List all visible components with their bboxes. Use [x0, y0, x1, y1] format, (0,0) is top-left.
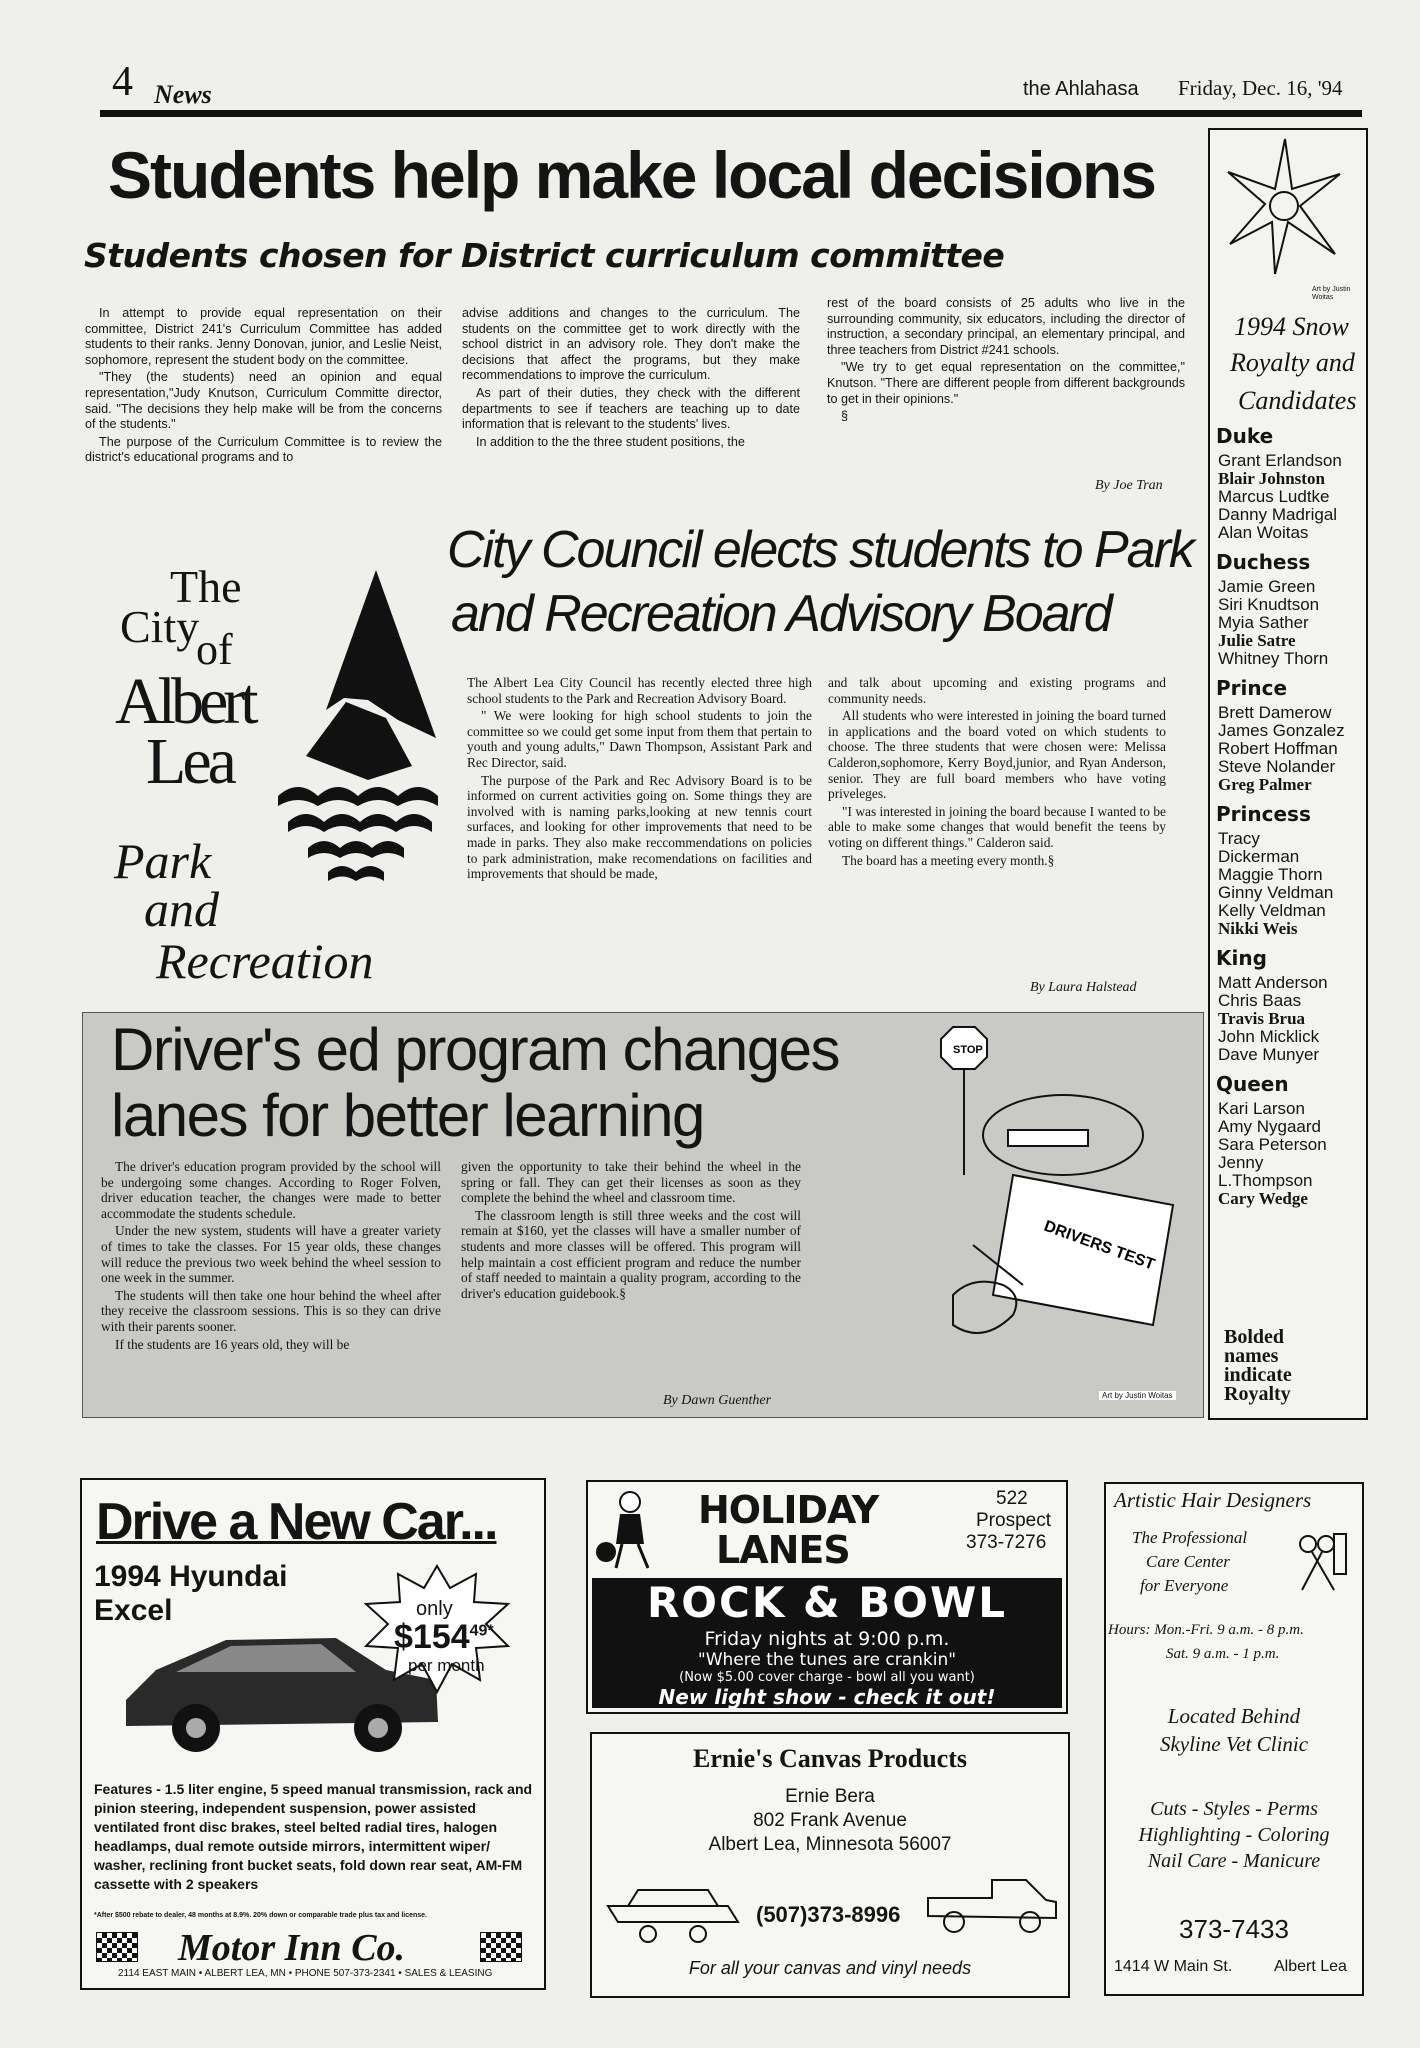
- paragraph: "We try to get equal representation on the committee," Knutson. "There are different people from different backgrounds to get in their opinions.": [827, 360, 1185, 406]
- car-fineprint: *After $500 rebate to dealer, 48 months at 8.9%. 20% down or comparable trade plus tax and license.: [94, 1912, 428, 1919]
- bowling-line4: New light show - check it out!: [658, 1685, 996, 1709]
- hair-city: Albert Lea: [1274, 1958, 1347, 1975]
- article2-headline-line1: City Council elects students to Park: [447, 521, 1193, 579]
- canvas-owner: Ernie Bera: [785, 1786, 875, 1807]
- header-rule: [100, 110, 1362, 117]
- car-dealer-name: Motor Inn Co.: [178, 1927, 406, 1969]
- candidate-name: L.Thompson: [1218, 1171, 1313, 1190]
- bowling-ad: [586, 1480, 1068, 1714]
- bowling-banner: [592, 1578, 1062, 1708]
- canvas-phone: (507)373-8996: [756, 1902, 901, 1927]
- candidate-name: Myia Sather: [1218, 613, 1309, 632]
- hair-ad: [1104, 1482, 1364, 1996]
- logo-albert: Albert: [115, 665, 254, 738]
- car-ad-headline: Drive a New Car...: [96, 1493, 497, 1551]
- candidate-name: Jenny: [1218, 1153, 1264, 1172]
- drivers-ed-box: [82, 1012, 1204, 1418]
- candidate-name: Marcus Ludtke: [1218, 487, 1330, 506]
- drivers-test-label: DRIVERS TEST: [1041, 1217, 1157, 1274]
- candidate-name: Alan Woitas: [1218, 523, 1309, 542]
- candidate-name: Kelly Veldman: [1218, 901, 1326, 920]
- sidebar-group-title: King: [1216, 946, 1267, 970]
- hair-services1: Cuts - Styles - Perms: [1150, 1798, 1318, 1820]
- bowling-line3: (Now $5.00 cover charge - bowl all you want): [679, 1670, 975, 1685]
- park-rec-logo: [100, 560, 460, 1000]
- paragraph: rest of the board consists of 25 adults who live in the surrounding community, six educators, including the director of instruction, a secondary principal, an elementary principal, and three teachers from District #241 schools.: [827, 296, 1185, 357]
- checkered-flag-left-icon: [96, 1932, 138, 1962]
- hair-ad-name: Artistic Hair Designers: [1114, 1488, 1312, 1512]
- sidebar-note: Bolded names indicate Royalty: [1224, 1326, 1292, 1405]
- sidebar-title-1: 1994 Snow: [1234, 312, 1349, 341]
- candidate-name: Siri Knudtson: [1218, 595, 1320, 614]
- sidebar-group-title: Prince: [1216, 676, 1288, 700]
- bowling-address-street: Prospect: [976, 1510, 1051, 1531]
- car-dealer-address: 2114 EAST MAIN • ALBERT LEA, MN • PHONE 507-373-2341 • SALES & LEASING: [118, 1968, 493, 1979]
- canvas-ad: [590, 1732, 1070, 1998]
- sidebar-groups: [1210, 416, 1366, 1208]
- sidebar-title-2: Royalty and: [1230, 348, 1355, 377]
- sidebar-name-list: [1218, 1100, 1366, 1208]
- sidebar-name-list: [1218, 830, 1366, 938]
- article3-headline-line1: Driver's ed program changes: [111, 1016, 839, 1083]
- logo-lea: Lea: [146, 725, 233, 798]
- article3-column-2: [461, 1159, 801, 1303]
- paragraph: The purpose of the Park and Rec Advisory Board is to be informed on current activities going on. Some things they are involved with is naming parks,looking at new tennis court surfaces, and looking for other improvements that need to be made in parks. They also make reccommendations on policies to park administration, make recomendations on facilities and improvements that should be made,: [467, 772, 812, 882]
- sidebar-title-3: Candidates: [1238, 386, 1357, 415]
- bowling-address-num: 522: [996, 1488, 1028, 1509]
- candidate-name: Maggie Thorn: [1218, 865, 1323, 884]
- sidebar-group-title: Queen: [1216, 1072, 1289, 1096]
- hair-tag1: The Professional: [1132, 1528, 1248, 1547]
- candidate-name: Cary Wedge: [1218, 1189, 1308, 1208]
- car-ad-model-line1: 1994 Hyundai: [94, 1560, 288, 1593]
- logo-the: The: [170, 561, 242, 612]
- price-amount: [394, 1618, 494, 1657]
- article1-column-3: [827, 296, 1185, 427]
- candidate-name: Tracy: [1218, 829, 1260, 848]
- hair-services3: Nail Care - Manicure: [1147, 1850, 1321, 1872]
- hair-services2: Highlighting - Coloring: [1138, 1824, 1330, 1846]
- candidate-name: Brett Damerow: [1218, 703, 1332, 722]
- article1-subhead: Students chosen for District curriculum committee: [84, 236, 1005, 275]
- candidate-name: Ginny Veldman: [1218, 883, 1334, 902]
- section-label: News: [154, 80, 212, 109]
- canvas-tagline: For all your canvas and vinyl needs: [688, 1958, 972, 1978]
- bowling-name-line2: LANES: [716, 1528, 850, 1572]
- candidate-name: Greg Palmer: [1218, 775, 1312, 794]
- price-dollars: $154: [394, 1618, 470, 1656]
- candidate-name: Dave Munyer: [1218, 1045, 1320, 1064]
- candidate-name: Sara Peterson: [1218, 1135, 1327, 1154]
- candidate-name: Amy Nygaard: [1218, 1117, 1321, 1136]
- bowling-line1: Friday nights at 9:00 p.m.: [704, 1628, 950, 1650]
- candidate-name: John Micklick: [1218, 1027, 1320, 1046]
- hair-address: 1414 W Main St.: [1114, 1958, 1233, 1975]
- article2-headline-line2: and Recreation Advisory Board: [451, 585, 1111, 643]
- logo-recreation: Recreation: [156, 933, 374, 989]
- candidate-name: James Gonzalez: [1218, 721, 1345, 740]
- canvas-ad-title: Ernie's Canvas Products: [693, 1744, 967, 1773]
- candidate-name: Nikki Weis: [1218, 919, 1298, 938]
- sidebar-name-list: [1218, 974, 1366, 1064]
- paragraph: and talk about upcoming and existing programs and community needs.: [828, 675, 1166, 706]
- hair-location1: Located Behind: [1167, 1704, 1301, 1728]
- paragraph: The students will then take one hour behind the wheel after they receive the classroom sessions. This is so they can drive with their parents sooner.: [101, 1287, 441, 1334]
- sidebar-name-list: [1218, 578, 1366, 668]
- sailboat-logo-icon: [248, 570, 468, 890]
- car-ad: [80, 1478, 546, 1990]
- bowling-name-line1: HOLIDAY: [698, 1488, 879, 1532]
- paper-name: the Ahlahasa: [1023, 78, 1139, 100]
- article2-column-1: [467, 675, 812, 884]
- article3-art-credit: Art by Justin Woitas: [1099, 1391, 1176, 1400]
- car-features: Features - 1.5 liter engine, 5 speed manual transmission, rack and pinion steering, independent suspension, power assisted ventilated front disc brakes, steel belted radial tires, halogen headlamps, dual remote outside mirrors, intermittent wiper/ washer, reclining front bucket seats, fold down rear seat, AM-FM cassette with 2 speakers: [94, 1781, 533, 1892]
- article3-headline-line2: lanes for better learning: [111, 1082, 704, 1149]
- logo-of: of: [196, 625, 233, 674]
- hair-tools-icon: [1294, 1530, 1352, 1596]
- article2-byline: By Laura Halstead: [1030, 980, 1137, 995]
- article1-byline: By Joe Tran: [1095, 478, 1163, 493]
- article1-column-1: [85, 306, 442, 468]
- paragraph: given the opportunity to take their behind the wheel in the spring or fall. They can get their licenses as soon as they complete the behind the wheel and classroom time.: [461, 1159, 801, 1206]
- candidate-name: Travis Brua: [1218, 1009, 1306, 1028]
- candidate-name: Chris Baas: [1218, 991, 1302, 1010]
- drivers-test-illustration-icon: [913, 1025, 1203, 1395]
- candidate-name: Danny Madrigal: [1218, 505, 1338, 524]
- sidebar-art-credit: Art by Justin Woitas: [1312, 286, 1351, 301]
- canvas-city: Albert Lea, Minnesota 56007: [708, 1834, 952, 1855]
- paragraph: "I was interested in joining the board because I wanted to be able to make some changes that would benefit the teens by voting on different things." Calderon said.: [828, 803, 1166, 850]
- article3-column-1: [101, 1159, 441, 1354]
- candidate-name: Kari Larson: [1218, 1099, 1305, 1118]
- bowling-phone: 373-7276: [966, 1532, 1047, 1553]
- paragraph: All students who were interested in joining the board turned in applications and the board voted on which students to choose. The three students that were chosen were: Melissa Calderon,sophomore, Kerry Boyd,junior, and Ryan Anderson, senior. They are full board members who have voting priveleges.: [828, 708, 1166, 802]
- logo-park: Park: [114, 833, 212, 889]
- boat-trailer-icon: [598, 1876, 748, 1946]
- paragraph: In addition to the the three student positions, the: [476, 434, 745, 449]
- stop-sign-label: STOP: [953, 1044, 983, 1056]
- bowling-banner-title: ROCK & BOWL: [646, 1578, 1008, 1627]
- snowflake-icon: [1220, 134, 1350, 284]
- logo-and: and: [144, 881, 219, 937]
- paragraph: " We were looking for high school students to join the committee so we could get some input from them that pertain to youth and young adults," Dawn Thompson, Assistant Park and Rec Director, said.: [467, 708, 812, 770]
- paragraph: The Albert Lea City Council has recently elected three high school students to the Park and Recreation Advisory Board.: [467, 675, 812, 706]
- hair-tag3: for Everyone: [1140, 1576, 1229, 1595]
- pickup-truck-icon: [922, 1866, 1062, 1942]
- price-cents: 49*: [469, 1622, 494, 1640]
- candidate-name: Whitney Thorn: [1218, 649, 1329, 668]
- snow-royalty-sidebar: [1208, 128, 1368, 1420]
- sidebar-group-title: Duke: [1216, 424, 1274, 448]
- page-number: 4: [112, 59, 133, 105]
- candidate-name: Steve Nolander: [1218, 757, 1336, 776]
- candidate-name: Julie Satre: [1218, 631, 1296, 650]
- paragraph: advise additions and changes to the curriculum. The students on the committee get to work directly with the school district in an advisory role. They don't make the decisions that affect the programs, but they make recommendations to improve the curriculum.: [462, 306, 800, 383]
- paragraph: "They (the students) need an opinion and equal representation,"Judy Knutson, Curriculum Committe director, said. "The decisions they help make will be from the concerns of the students.": [85, 370, 442, 432]
- candidate-name: Dickerman: [1218, 847, 1300, 866]
- paragraph: In attempt to provide equal representation on their committee, District 241's Curriculum Committee has added students to their ranks. Jenny Donovan, junior, and Leslie Neist, sophomore, represent the student body on the committee.: [85, 306, 442, 367]
- price-only: only: [416, 1598, 453, 1620]
- paragraph: The driver's education program provided by the school will be undergoing some changes. According to Roger Folven, driver education teacher, the changes were made to better accommodate the students schedule.: [101, 1159, 441, 1221]
- issue-date: Friday, Dec. 16, '94: [1178, 76, 1343, 100]
- paragraph: The board has a meeting every month.§: [842, 852, 1055, 868]
- article3-byline: By Dawn Guenther: [663, 1393, 772, 1408]
- hair-location2: Skyline Vet Clinic: [1159, 1732, 1309, 1756]
- sidebar-group-title: Princess: [1216, 802, 1311, 826]
- hair-hours2: Sat. 9 a.m. - 1 p.m.: [1166, 1646, 1280, 1662]
- bowler-icon: [594, 1488, 664, 1572]
- sidebar-group-title: Duchess: [1216, 550, 1311, 574]
- paragraph: As part of their duties, they check with the different departments to see if teachers are teaching up to date information that is relevant to the students' lives.: [462, 385, 800, 432]
- hair-phone: 373-7433: [1179, 1914, 1289, 1944]
- paragraph: The purpose of the Curriculum Committee is to review the district's educational programs and to: [85, 434, 442, 465]
- sidebar-name-list: [1218, 704, 1366, 794]
- article1-headline: Students help make local decisions: [108, 138, 1156, 212]
- paragraph: If the students are 16 years old, they will be: [115, 1336, 350, 1352]
- price-per-month: per month: [408, 1656, 485, 1675]
- paragraph: The classroom length is still three weeks and the cost will remain at $160, yet the classes will have a smaller number of students and more classes will be offered. This program will help maintain a cost efficient program and reduce the number of staff needed to maintain a quality program, according to the driver's education guidebook.§: [461, 1207, 801, 1301]
- article1-column-2: [462, 306, 800, 452]
- paragraph: Under the new system, students will have a greater variety of times to take the classes. For 15 year olds, these changes will reduce the previous two week behind the wheel session to one week in the summer.: [101, 1223, 441, 1286]
- paragraph: §: [841, 409, 849, 424]
- article2-column-2: [828, 675, 1166, 870]
- bowling-line2: "Where the tunes are crankin": [697, 1650, 957, 1670]
- hair-hours1: Hours: Mon.-Fri. 9 a.m. - 8 p.m.: [1108, 1622, 1304, 1638]
- candidate-name: Grant Erlandson: [1218, 451, 1342, 470]
- candidate-name: Matt Anderson: [1218, 973, 1328, 992]
- hair-tag2: Care Center: [1146, 1552, 1230, 1571]
- candidate-name: Blair Johnston: [1218, 469, 1325, 488]
- logo-city: City: [120, 601, 200, 652]
- canvas-street: 802 Frank Avenue: [753, 1810, 907, 1831]
- candidate-name: Robert Hoffman: [1218, 739, 1338, 758]
- sidebar-name-list: [1218, 452, 1366, 542]
- candidate-name: Jamie Green: [1218, 577, 1316, 596]
- checkered-flag-right-icon: [480, 1932, 522, 1962]
- car-ad-model-line2: Excel: [94, 1594, 173, 1627]
